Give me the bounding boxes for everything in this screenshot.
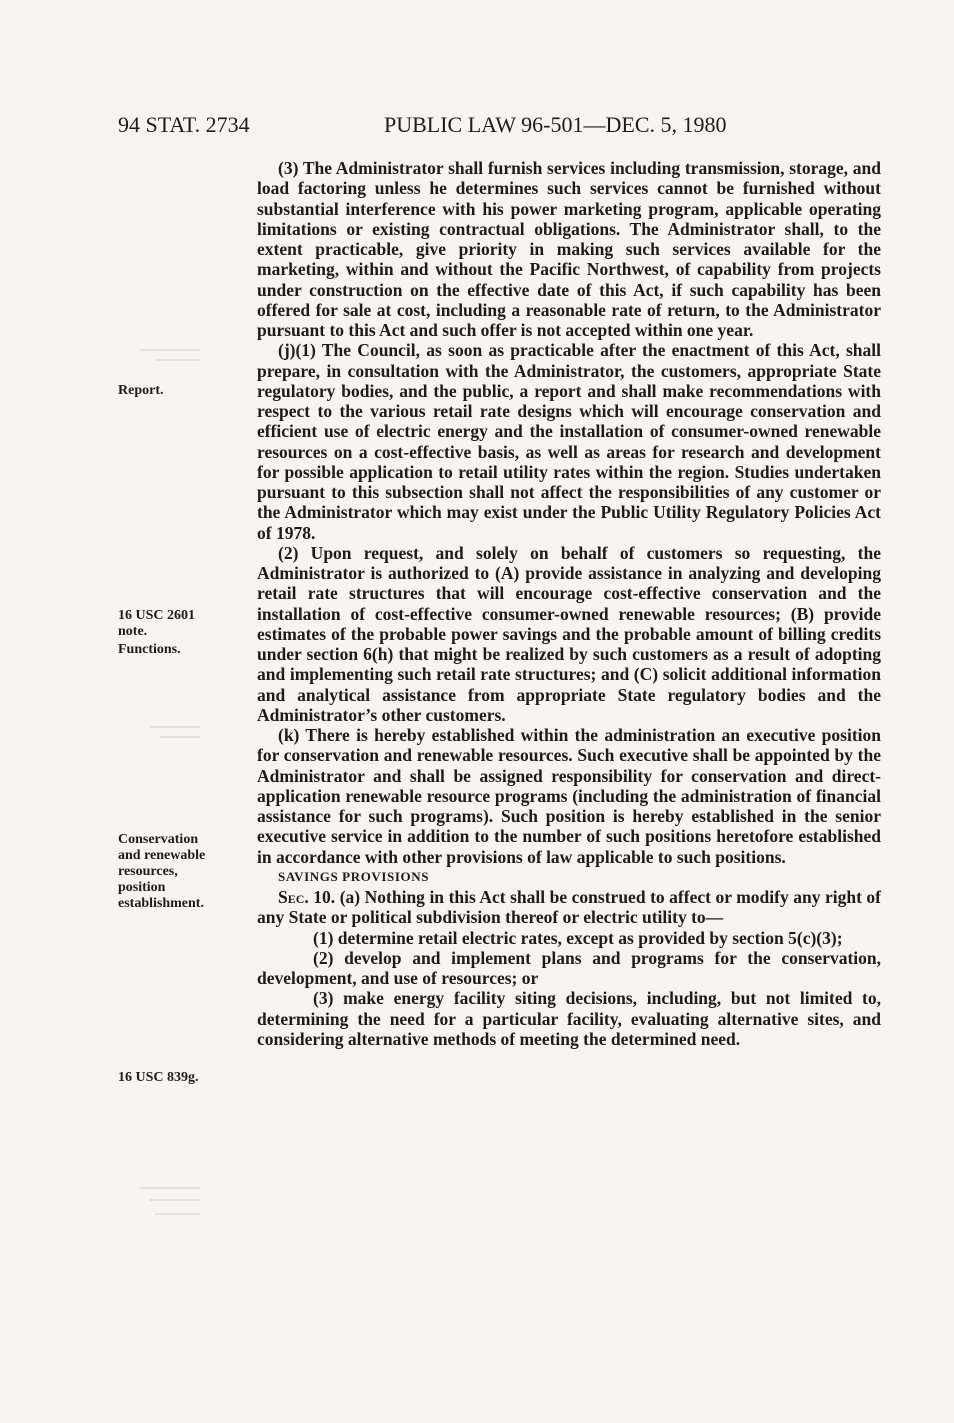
paragraph-k: (k) There is hereby established within the administration an executive position for conservation and renewable resources. Such executive shall be appointed by the Administrator and shall be assigned responsibility for conservation and direct-application renewable resource programs (including the administration of financial assistance for such programs). Such position is hereby established in the senior executive service in addition to the number of such positions heretofore established in accordance with other provisions of law applicable to such positions. bbox=[257, 725, 881, 867]
margin-note-line: establishment. bbox=[118, 896, 204, 911]
section-10-label: Sec. 10. bbox=[278, 887, 336, 907]
savings-provisions-heading: SAVINGS PROVISIONS bbox=[278, 868, 430, 884]
law-title: PUBLIC LAW 96-501—DEC. 5, 1980 bbox=[384, 112, 727, 137]
margin-note-line: Conservation bbox=[118, 832, 199, 847]
margin-note-line: 16 USC 2601 bbox=[118, 608, 196, 623]
page-folio: 94 STAT. 2734 bbox=[118, 112, 250, 137]
statute-body bbox=[257, 158, 881, 1049]
section-10-paragraph bbox=[257, 887, 881, 928]
bleed-through-mark bbox=[100, 1183, 200, 1227]
margin-note-line: note. bbox=[118, 624, 148, 639]
section-10-text: (a) Nothing in this Act shall be construed to affect or modify any right of any State or political subdivision thereof or electric utility to— bbox=[257, 887, 882, 928]
section-10-item-1: (1) determine retail electric rates, except as provided by section 5(c)(3); bbox=[313, 927, 843, 948]
margin-note-line: and renewable bbox=[118, 848, 206, 863]
margin-note-usc-2601 bbox=[118, 608, 243, 640]
margin-note-report: Report. bbox=[118, 383, 164, 398]
section-10-item-3: (3) make energy facility siting decisions, including, but not limited to, determining the need for a particular facility, evaluating alternative sites, and considering alternative methods of meeting the determined need. bbox=[257, 988, 881, 1049]
paragraph-j2: (2) Upon request, and solely on behalf of customers so requesting, the Administrator is authorized to (A) provide assistance in analyzing and developing retail rate structures that will encourage cost-effective conservation and the installation of cost-effective consumer-owned renewable resources; (B) provide estimates of the probable power savings and the probable amount of billing credits under section 6(h) that might be realized by such customers as a result of adopting and implementing such retail rate structures; and (C) solicit additional information and analytical assistance from appropriate State regulatory bodies and the Administrator’s other customers. bbox=[257, 542, 881, 725]
margin-note-conservation bbox=[118, 832, 243, 912]
paragraph-i3: (3) The Administrator shall furnish services including transmission, storage, and load factoring unless he determines such services cannot be furnished without substantial interference with his power marketing program, applicable operating limitations or existing contractual obligations. The Administrator shall, to the extent practicable, give priority in making such services available for the marketing, within and without the Pacific Northwest, of capability from projects under construction on the effective date of this Act, if such capability has been offered for sale at cost, including a reasonable rate of return, to the Administrator pursuant to this Act and such offer is not accepted within one year. bbox=[257, 158, 881, 340]
bleed-through-mark bbox=[100, 722, 200, 750]
bleed-through-mark bbox=[100, 345, 200, 373]
margin-note-line: position bbox=[118, 880, 166, 895]
section-10-item-2: (2) develop and implement plans and programs for the conservation, development, and use of resources; or bbox=[257, 947, 881, 988]
margin-note-line: resources, bbox=[118, 864, 178, 879]
margin-note-functions: Functions. bbox=[118, 642, 181, 657]
paragraph-j1: (j)(1) The Council, as soon as practicable after the enactment of this Act, shall prepare, in consultation with the Administrator, the customers, appropriate State regulatory bodies, and the public, a report and shall make recommendations with respect to the various retail rate designs which will encourage conservation and efficient use of electric energy and the installation of consumer-owned renewable resources on a cost-effective basis, as well as areas for research and development for possible application to retail utility rates within the region. Studies undertaken pursuant to this subsection shall not affect the responsibilities of any customer or the Administrator which may exist under the Public Utility Regulatory Policies Act of 1978. bbox=[257, 340, 881, 543]
margin-note-usc-839g: 16 USC 839g. bbox=[118, 1070, 199, 1085]
